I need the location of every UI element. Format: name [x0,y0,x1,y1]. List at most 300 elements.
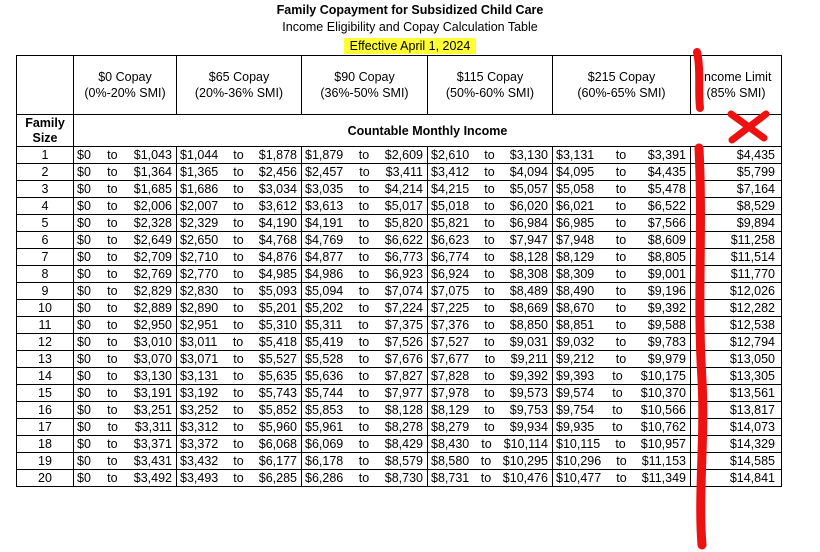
range-high: $8,805 [647,250,686,264]
range-high: $2,609 [384,148,423,162]
range-low: $8,129 [431,403,470,417]
income-range-cell [74,470,177,487]
range-low: $8,129 [556,250,595,264]
income-range-cell [74,198,177,215]
income-range-cell [553,215,691,232]
range-to: to [107,386,118,400]
range-to: to [615,352,627,366]
range-to: to [358,420,370,434]
income-limit-cell: $13,050 [691,351,782,368]
range-high: $9,392 [509,369,548,383]
range-low: $0 [77,318,91,332]
range-to: to [484,301,495,315]
range-low: $0 [77,454,91,468]
range-low: $0 [77,250,91,264]
range-high: $11,153 [641,454,686,468]
income-range-cell [302,436,428,453]
range-high: $6,020 [509,199,548,213]
range-to: to [107,250,118,264]
range-low: $0 [77,471,91,485]
range-high: $4,190 [258,216,297,230]
range-low: $9,754 [556,403,595,417]
table-row [17,368,782,385]
range-to: to [233,386,244,400]
range-to: to [358,250,370,264]
range-to: to [107,199,118,213]
range-low: $5,744 [305,386,344,400]
family-size-cell: 7 [17,249,74,266]
range-to: to [615,335,627,349]
family-size-cell: 2 [17,164,74,181]
income-range-cell [177,351,302,368]
range-to: to [233,267,244,281]
income-range-cell [553,453,691,470]
range-high: $3,070 [133,352,172,366]
range-high: $5,093 [258,284,297,298]
range-low: $0 [77,233,91,247]
family-size-cell: 1 [17,147,74,164]
range-high: $9,392 [647,301,686,315]
range-high: $2,769 [133,267,172,281]
document-subtitle: Income Eligibility and Copay Calculation Table [282,20,538,34]
range-high: $5,820 [384,216,423,230]
range-to: to [107,233,118,247]
range-to: to [616,454,627,468]
range-low: $6,924 [431,267,470,281]
range-to: to [484,165,495,179]
income-range-cell [302,283,428,300]
income-range-cell [553,232,691,249]
range-high: $2,456 [258,165,297,179]
range-high: $2,328 [133,216,172,230]
table-body [17,147,782,487]
range-high: $5,478 [647,182,686,196]
range-to: to [358,386,370,400]
income-range-cell [428,147,553,164]
range-to: to [615,437,626,451]
income-range-cell [74,317,177,334]
income-range-cell [428,300,553,317]
range-low: $2,770 [180,267,219,281]
range-low: $3,131 [180,369,219,383]
range-low: $6,286 [305,471,344,485]
range-low: $10,296 [556,454,602,468]
range-low: $9,574 [556,386,595,400]
header-row [17,56,782,115]
range-high: $8,308 [509,267,548,281]
income-range-cell [177,300,302,317]
family-size-cell: 16 [17,402,74,419]
income-range-cell [428,215,553,232]
table-row [17,402,782,419]
range-to: to [107,454,118,468]
income-limit-header: Income Limit (85% SMI) [691,56,782,115]
income-range-cell [302,147,428,164]
table-row [17,317,782,334]
family-size-cell: 12 [17,334,74,351]
income-range-cell [553,317,691,334]
range-to: to [615,165,627,179]
range-low: $5,419 [305,335,344,349]
family-size-cell: 9 [17,283,74,300]
range-low: $5,018 [431,199,470,213]
range-high: $8,609 [647,233,686,247]
range-low: $2,710 [180,250,219,264]
range-to: to [358,148,370,162]
income-range-cell [553,368,691,385]
income-range-cell [302,215,428,232]
income-range-cell [177,266,302,283]
range-high: $2,649 [133,233,172,247]
range-to: to [612,369,623,383]
range-low: $1,686 [180,182,219,196]
income-limit-cell: $5,799 [691,164,782,181]
range-to: to [484,335,495,349]
range-low: $9,935 [556,420,595,434]
range-to: to [484,386,495,400]
range-low: $0 [77,352,91,366]
income-range-cell [553,164,691,181]
income-limit-cell: $12,794 [691,334,782,351]
range-high: $6,773 [384,250,423,264]
range-low: $0 [77,165,91,179]
band-header-1: $65 Copay (20%-36% SMI) [177,56,302,115]
range-to: to [358,267,370,281]
income-range-cell [177,147,302,164]
income-range-cell [428,385,553,402]
family-size-cell: 3 [17,181,74,198]
range-high: $8,669 [509,301,548,315]
range-low: $0 [77,420,91,434]
range-low: $6,985 [556,216,595,230]
range-high: $7,676 [384,352,423,366]
range-high: $3,130 [133,369,172,383]
range-high: $4,985 [258,267,297,281]
range-low: $7,527 [431,335,470,349]
range-to: to [616,471,627,485]
range-high: $3,311 [134,420,172,434]
income-limit-cell: $14,329 [691,436,782,453]
income-limit-cell: $14,073 [691,419,782,436]
range-high: $10,114 [503,437,548,451]
range-low: $2,830 [180,284,219,298]
range-high: $6,984 [509,216,548,230]
band-header-0: $0 Copay (0%-20% SMI) [74,56,177,115]
range-to: to [107,216,118,230]
range-low: $1,879 [305,148,344,162]
family-size-cell: 8 [17,266,74,283]
family-size-cell: 19 [17,453,74,470]
range-to: to [484,250,495,264]
range-high: $9,211 [510,352,548,366]
range-low: $4,191 [305,216,344,230]
range-to: to [233,352,244,366]
income-range-cell [177,385,302,402]
range-low: $2,890 [180,301,219,315]
income-range-cell [428,283,553,300]
income-limit-cell: $12,282 [691,300,782,317]
range-high: $4,094 [509,165,548,179]
band-header-4: $215 Copay (60%-65% SMI) [553,56,691,115]
range-high: $7,375 [384,318,423,332]
income-range-cell [177,181,302,198]
band-header-3: $115 Copay (50%-60% SMI) [428,56,553,115]
income-range-cell [74,164,177,181]
range-low: $8,670 [556,301,595,315]
income-range-cell [553,436,691,453]
range-low: $0 [77,284,91,298]
range-low: $3,071 [180,352,219,366]
range-low: $4,769 [305,233,344,247]
income-range-cell [74,283,177,300]
income-range-cell [428,436,553,453]
range-low: $5,528 [305,352,344,366]
income-limit-cell: $4,435 [691,147,782,164]
range-high: $9,196 [647,284,686,298]
range-high: $5,635 [258,369,297,383]
range-to: to [233,148,244,162]
table-row [17,351,782,368]
range-low: $0 [77,437,91,451]
income-range-cell [302,300,428,317]
income-range-cell [177,334,302,351]
range-low: $5,636 [305,369,344,383]
range-to: to [612,420,623,434]
band-header-2: $90 Copay (36%-50% SMI) [302,56,428,115]
range-high: $10,957 [640,437,686,451]
income-range-cell [302,402,428,419]
income-range-cell [177,453,302,470]
range-low: $8,430 [431,437,470,451]
income-range-cell [428,181,553,198]
range-low: $2,457 [305,165,344,179]
range-high: $10,370 [640,386,686,400]
income-limit-cell: $11,514 [691,249,782,266]
range-to: to [107,335,118,349]
range-low: $10,115 [556,437,601,451]
income-range-cell [74,351,177,368]
table-row [17,164,782,181]
income-limit-cell: $12,026 [691,283,782,300]
range-to: to [615,301,627,315]
table-row [17,300,782,317]
income-range-cell [302,385,428,402]
range-high: $10,566 [640,403,686,417]
range-low: $3,613 [305,199,344,213]
range-to: to [480,471,492,485]
range-low: $2,650 [180,233,219,247]
range-to: to [233,199,244,213]
range-to: to [358,199,370,213]
family-size-header: Family Size [17,115,74,147]
income-limit-cell: $12,538 [691,317,782,334]
range-high: $6,177 [258,454,297,468]
range-to: to [233,318,244,332]
family-size-cell: 18 [17,436,74,453]
table-row [17,385,782,402]
range-to: to [358,318,369,332]
range-high: $5,017 [384,199,423,213]
range-to: to [484,369,495,383]
range-high: $4,214 [384,182,423,196]
range-to: to [615,284,627,298]
range-high: $6,068 [258,437,297,451]
income-range-cell [74,300,177,317]
range-low: $0 [77,301,91,315]
range-to: to [484,284,495,298]
range-high: $9,979 [647,352,686,366]
table-row [17,181,782,198]
range-to: to [484,216,495,230]
document-title: Family Copayment for Subsidized Child Care [276,3,544,17]
range-to: to [615,199,627,213]
income-range-cell [553,283,691,300]
range-low: $7,225 [431,301,470,315]
range-to: to [615,216,627,230]
range-low: $5,094 [305,284,344,298]
range-low: $3,252 [180,403,219,417]
family-size-cell: 14 [17,368,74,385]
effective-date: Effective April 1, 2024 [344,38,477,54]
range-to: to [358,216,370,230]
income-range-cell [428,334,553,351]
table-row [17,266,782,283]
range-high: $1,043 [133,148,172,162]
range-to: to [484,233,495,247]
range-to: to [358,369,370,383]
table-row [17,470,782,487]
range-low: $8,309 [556,267,595,281]
income-limit-cell: $8,529 [691,198,782,215]
range-high: $8,429 [384,437,423,451]
countable-income-header: Countable Monthly Income [74,115,782,147]
range-to: to [612,386,623,400]
income-range-cell [177,419,302,436]
income-range-cell [553,249,691,266]
income-range-cell [74,181,177,198]
range-high: $3,371 [133,437,172,451]
income-range-cell [177,164,302,181]
range-to: to [107,471,118,485]
range-high: $3,391 [647,148,686,162]
range-to: to [233,420,244,434]
table-row [17,453,782,470]
range-high: $5,960 [258,420,297,434]
range-to: to [615,182,627,196]
range-low: $8,851 [556,318,595,332]
range-low: $6,623 [431,233,470,247]
range-high: $8,579 [384,454,423,468]
income-range-cell [302,351,428,368]
range-high: $9,031 [509,335,548,349]
range-low: $4,877 [305,250,344,264]
range-low: $3,035 [305,182,344,196]
range-low: $7,075 [431,284,470,298]
range-low: $8,731 [431,471,470,485]
range-high: $8,850 [509,318,548,332]
table-row [17,198,782,215]
range-low: $3,432 [180,454,219,468]
income-range-cell [302,317,428,334]
table-row [17,232,782,249]
range-to: to [107,148,118,162]
range-to: to [484,148,495,162]
range-low: $7,828 [431,369,470,383]
range-to: to [107,165,118,179]
table-row [17,334,782,351]
income-range-cell [302,470,428,487]
income-range-cell [428,453,553,470]
income-range-cell [302,198,428,215]
range-low: $6,774 [431,250,470,264]
range-to: to [233,250,244,264]
range-to: to [233,284,244,298]
range-low: $3,011 [180,335,218,349]
range-to: to [358,471,370,485]
family-size-cell: 4 [17,198,74,215]
range-low: $0 [77,182,91,196]
income-range-cell [553,470,691,487]
table-row [17,436,782,453]
income-range-cell [428,232,553,249]
range-to: to [358,352,370,366]
range-high: $1,364 [133,165,172,179]
income-range-cell [428,317,553,334]
range-low: $0 [77,148,91,162]
family-size-cell: 5 [17,215,74,232]
income-range-cell [553,351,691,368]
income-limit-cell: $13,305 [691,368,782,385]
range-to: to [233,454,244,468]
range-low: $7,948 [556,233,595,247]
range-to: to [358,182,370,196]
range-low: $7,376 [431,318,470,332]
income-range-cell [74,385,177,402]
range-to: to [358,284,370,298]
range-high: $3,034 [258,182,297,196]
range-to: to [358,233,370,247]
range-high: $5,310 [258,318,297,332]
income-range-cell [177,232,302,249]
income-range-cell [302,419,428,436]
range-high: $2,889 [133,301,172,315]
range-high: $4,435 [647,165,686,179]
income-range-cell [74,419,177,436]
range-high: $11,349 [641,471,686,485]
table-row [17,147,782,164]
range-low: $9,212 [556,352,595,366]
range-to: to [233,216,244,230]
income-range-cell [302,453,428,470]
income-range-cell [74,402,177,419]
range-to: to [233,369,244,383]
income-range-cell [302,232,428,249]
range-to: to [615,233,627,247]
range-low: $7,677 [431,352,470,366]
effective-date-highlight [0,37,820,55]
range-to: to [484,420,495,434]
range-high: $2,709 [133,250,172,264]
range-high: $4,768 [258,233,297,247]
income-range-cell [177,215,302,232]
income-range-cell [74,334,177,351]
range-low: $0 [77,199,91,213]
range-to: to [233,301,244,315]
range-high: $3,411 [385,165,423,179]
range-low: $0 [77,335,91,349]
range-low: $8,279 [431,420,470,434]
range-high: $7,947 [509,233,548,247]
